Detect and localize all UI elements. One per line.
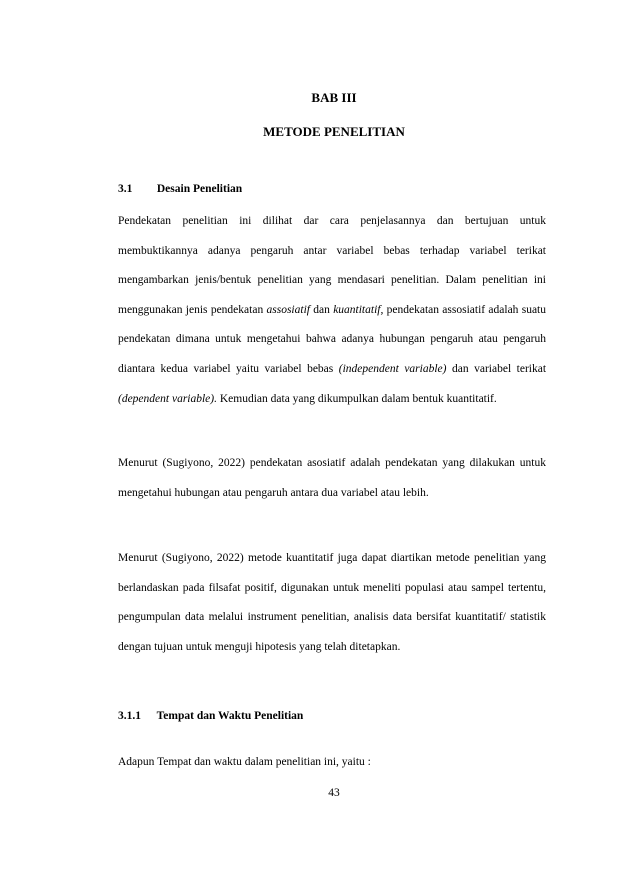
- section-number: 3.1: [118, 183, 133, 195]
- section-title: Desain Penelitian: [156, 183, 243, 195]
- section-heading-3-1-1: [118, 710, 303, 722]
- section-heading-3-1: [118, 183, 242, 195]
- chapter-number: BAB III: [311, 90, 357, 105]
- page-number: 43: [328, 787, 340, 799]
- para1-text-4: dan variabel terikat: [446, 362, 547, 375]
- para1-text-2: dan: [309, 303, 334, 316]
- para1-text-5: Kemudian data yang dikumpulkan dalam bentuk kuantitatif.: [217, 392, 497, 405]
- para1-italic-kuantitatif: kuantitatif,: [333, 303, 384, 316]
- paragraph-place-time: Adapun Tempat dan waktu dalam penelitian ini, yaitu :: [118, 756, 371, 768]
- para1-italic-dependent: (dependent variable).: [118, 392, 217, 405]
- chapter-title: METODE PENELITIAN: [263, 124, 405, 139]
- paragraph-research-design: [118, 207, 546, 414]
- para1-italic-independent: (independent variable): [338, 362, 447, 375]
- subsection-number: 3.1.1: [118, 710, 141, 722]
- para1-italic-assosiatif: assosiatif: [266, 303, 310, 316]
- paragraph-sugiyono-associative: Menurut (Sugiyono, 2022) pendekatan asosiatif adalah pendekatan yang dilakukan untuk mengetahui hubungan atau pengaruh antara dua variabel atau lebih.: [118, 457, 546, 499]
- subsection-title: Tempat dan Waktu Penelitian: [156, 710, 304, 722]
- para1-text-3: pendekatan assosiatif adalah suatu pendekatan dimana untuk mengetahui bahwa adanya hubungan pengaruh atau pengaruh diantara kedua variabel yaitu variabel bebas: [118, 303, 546, 375]
- paragraph-sugiyono-quantitative: Menurut (Sugiyono, 2022) metode kuantitatif juga dapat diartikan metode penelitian yang berlandaskan pada filsafat positif, digunakan untuk meneliti populasi atau sampel tertentu, pengumpulan data melalui instrument penelitian, analisis data bersifat kuantitatif/ statistik dengan tujuan untuk menguji hipotesis yang telah ditetapkan.: [118, 552, 546, 653]
- para1-text-1: Pendekatan penelitian ini dilihat dar cara penjelasannya dan bertujuan untuk membuktikannya adanya pengaruh antar variabel bebas terhadap variabel terikat mengambarkan jenis/bentuk penelitian yang mendasari penelitian. Dalam penelitian ini menggunakan jenis pendekatan: [118, 215, 546, 316]
